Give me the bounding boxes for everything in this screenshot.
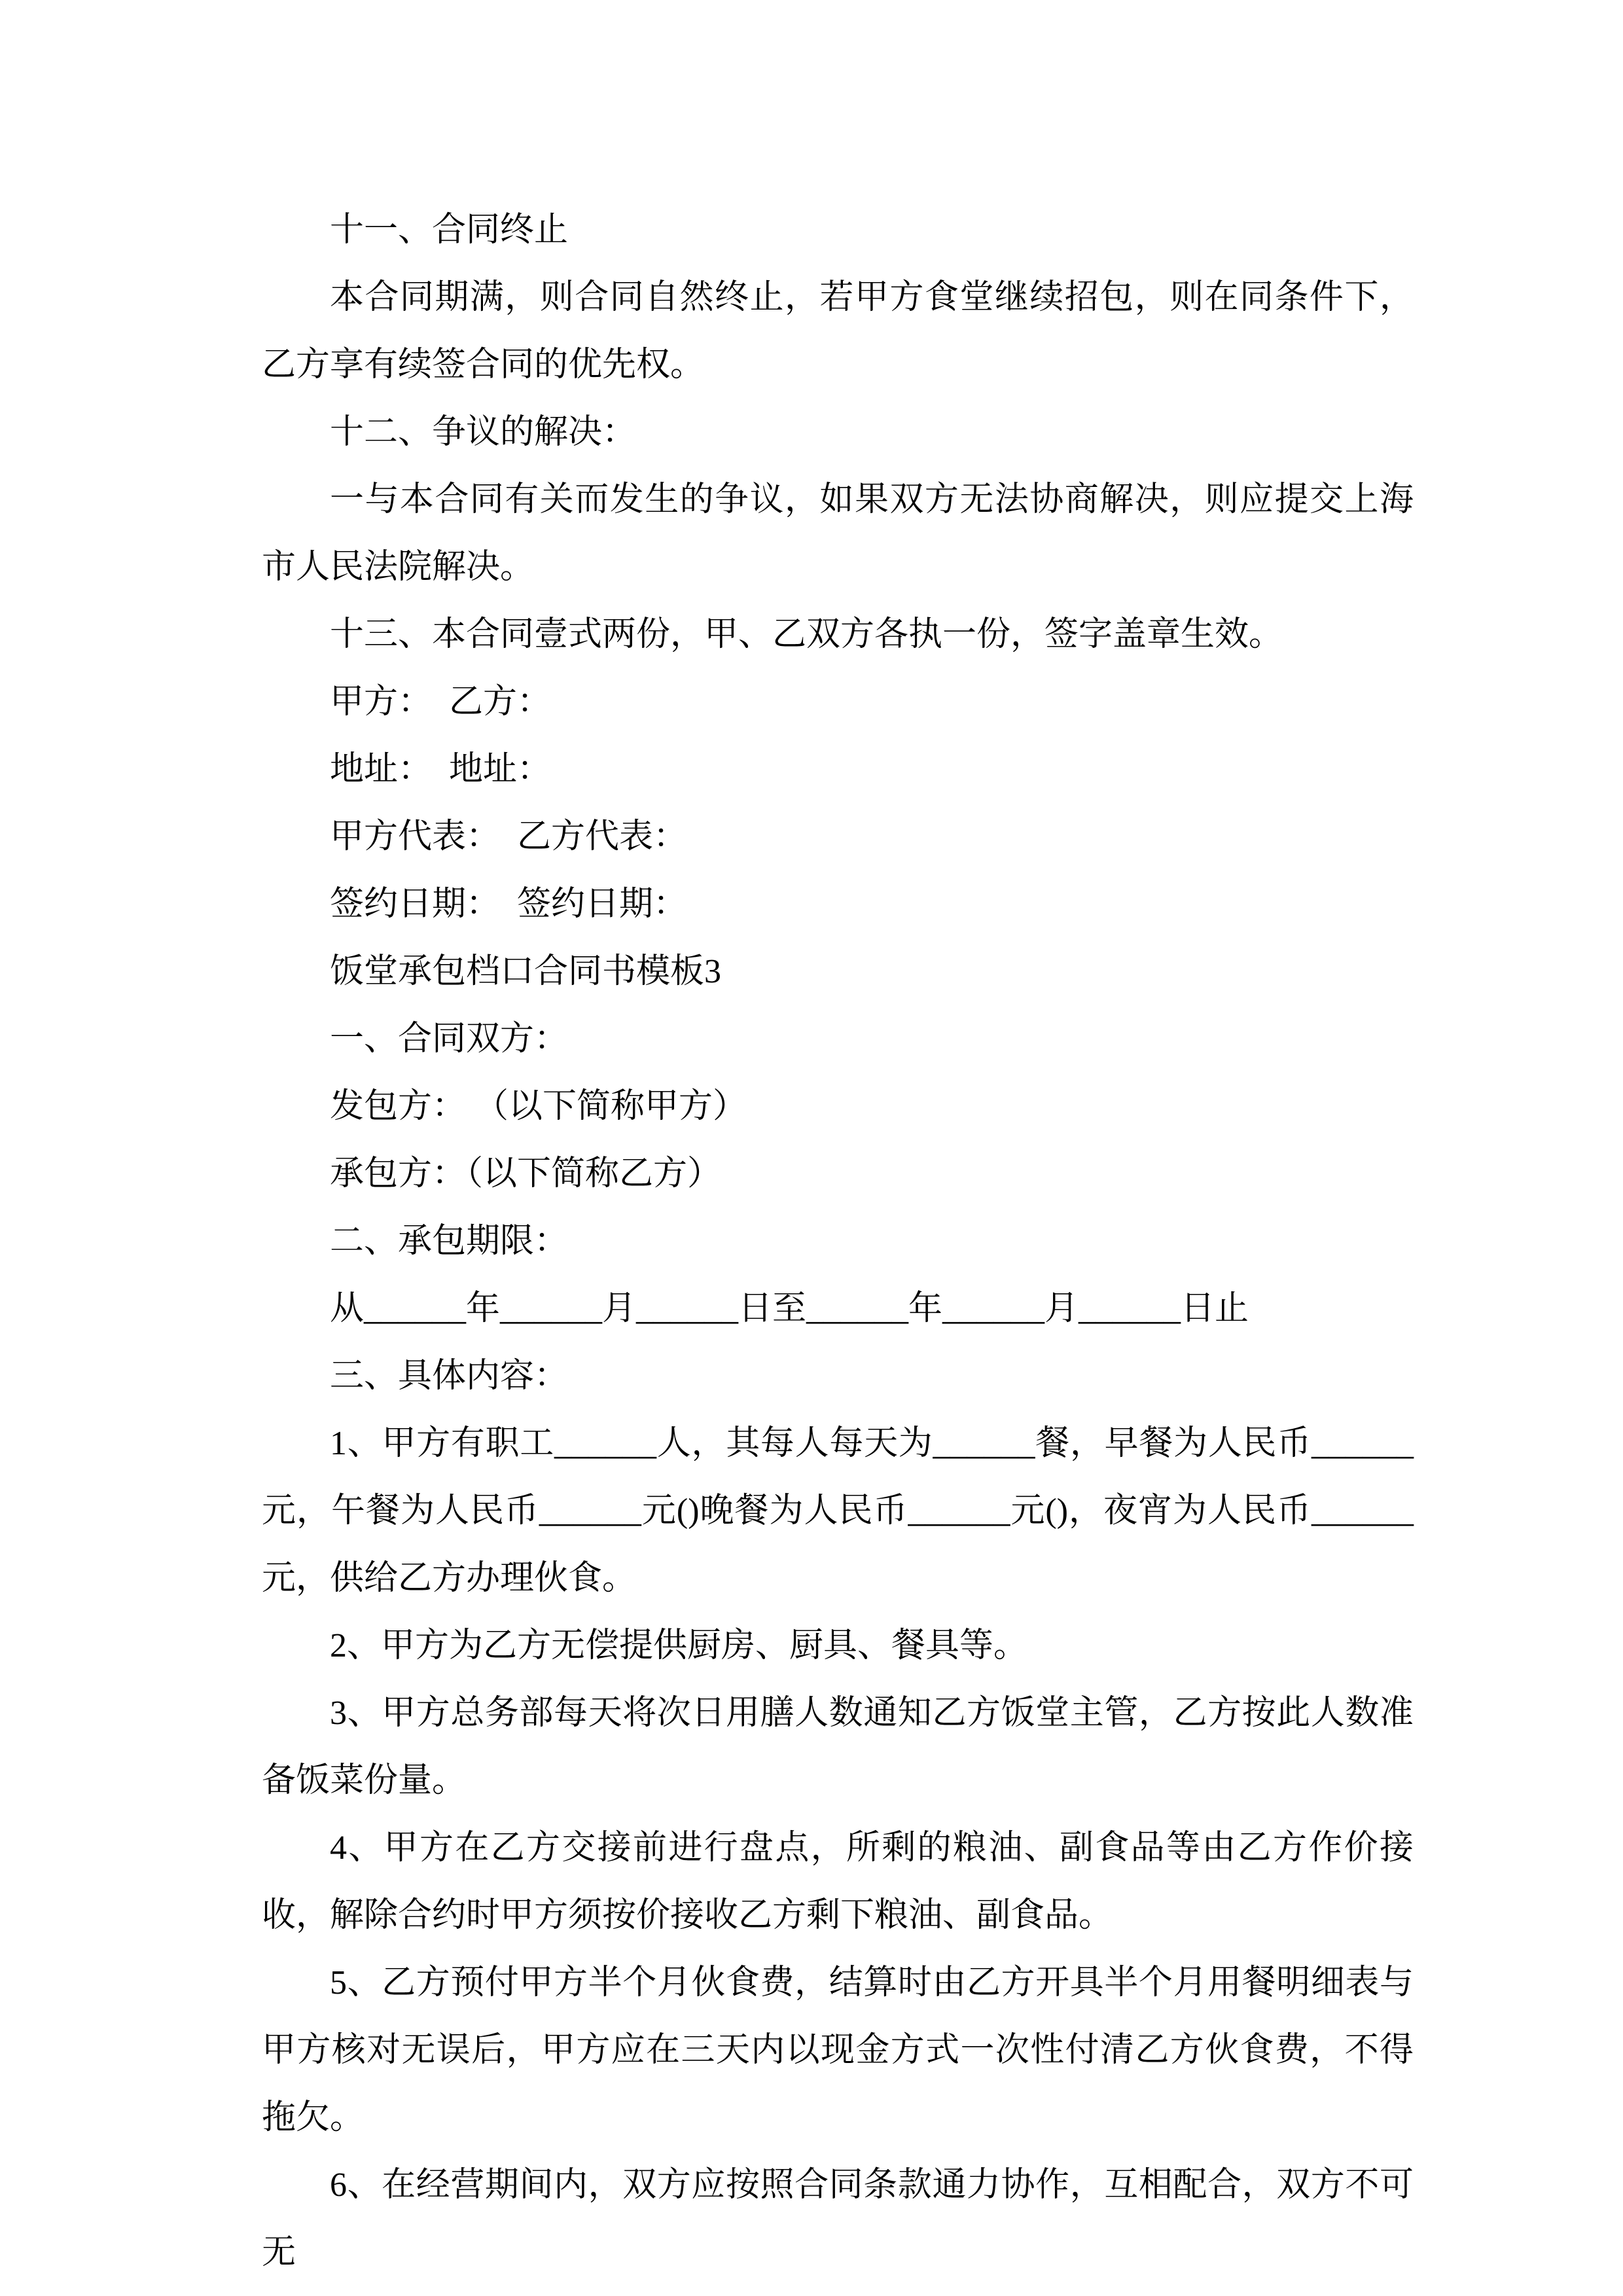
template-3-title: 饭堂承包档口合同书模板3 [330,953,722,990]
signature-line-dates: 签约日期： 签约日期： [330,886,688,923]
section-1-heading: 一、合同双方： [330,1020,569,1058]
clause-heading-11: 十一、合同终止 [330,211,569,249]
item-2-text: 2、甲方为乙方无偿提供厨房、厨具、餐具等。 [330,1627,1028,1664]
item-1-text: 1、甲方有职工______人，其每人每天为______餐，早餐为人民币______元，午餐为人民币______元()晚餐为人民币______元()，夜宵为人民币______元，供给乙方办理伙食。 [262,1425,1414,1597]
signature-line-representatives: 甲方代表： 乙方代表： [330,818,688,855]
clause-11-text: 本合同期满，则合同自然终止，若甲方食堂继续招包，则在同条件下，乙方享有续签合同的优先权。 [262,279,1414,384]
item-5-text: 5、乙方预付甲方半个月伙食费，结算时由乙方开具半个月用餐明细表与甲方核对无误后，甲方应在三天内以现金方式一次性付清乙方伙食费，不得拖欠。 [262,1964,1414,2136]
section-3-heading: 三、具体内容： [330,1357,569,1395]
contract-period-blanks: 从______年______月______日至______年______月______日止 [330,1290,1249,1327]
party-a-line: 发包方： （以下简称甲方） [330,1088,747,1125]
contract-text-body [262,196,1414,2286]
signature-line-parties: 甲方： 乙方： [330,683,552,721]
clause-heading-13: 十三、本合同壹式两份，甲、乙双方各执一份，签字盖章生效。 [330,616,1283,653]
item-6-text: 6、在经营期间内，双方应按照合同条款通力协作，互相配合，双方不可无 [262,2166,1414,2271]
item-3-text: 3、甲方总务部每天将次日用膳人数通知乙方饭堂主管，乙方按此人数准备饭菜份量。 [262,1695,1414,1799]
section-2-heading: 二、承包期限： [330,1223,569,1260]
clause-heading-12: 十二、争议的解决： [330,414,637,451]
party-b-line: 承包方：（以下简称乙方） [330,1155,722,1193]
item-4-text: 4、甲方在乙方交接前进行盘点，所剩的粮油、副食品等由乙方作价接收，解除合约时甲方须按价接收乙方剩下粮油、副食品。 [262,1829,1414,1934]
clause-12-text: 一与本合同有关而发生的争议，如果双方无法协商解决，则应提交上海市人民法院解决。 [262,481,1414,586]
signature-line-address: 地址： 地址： [330,751,552,788]
